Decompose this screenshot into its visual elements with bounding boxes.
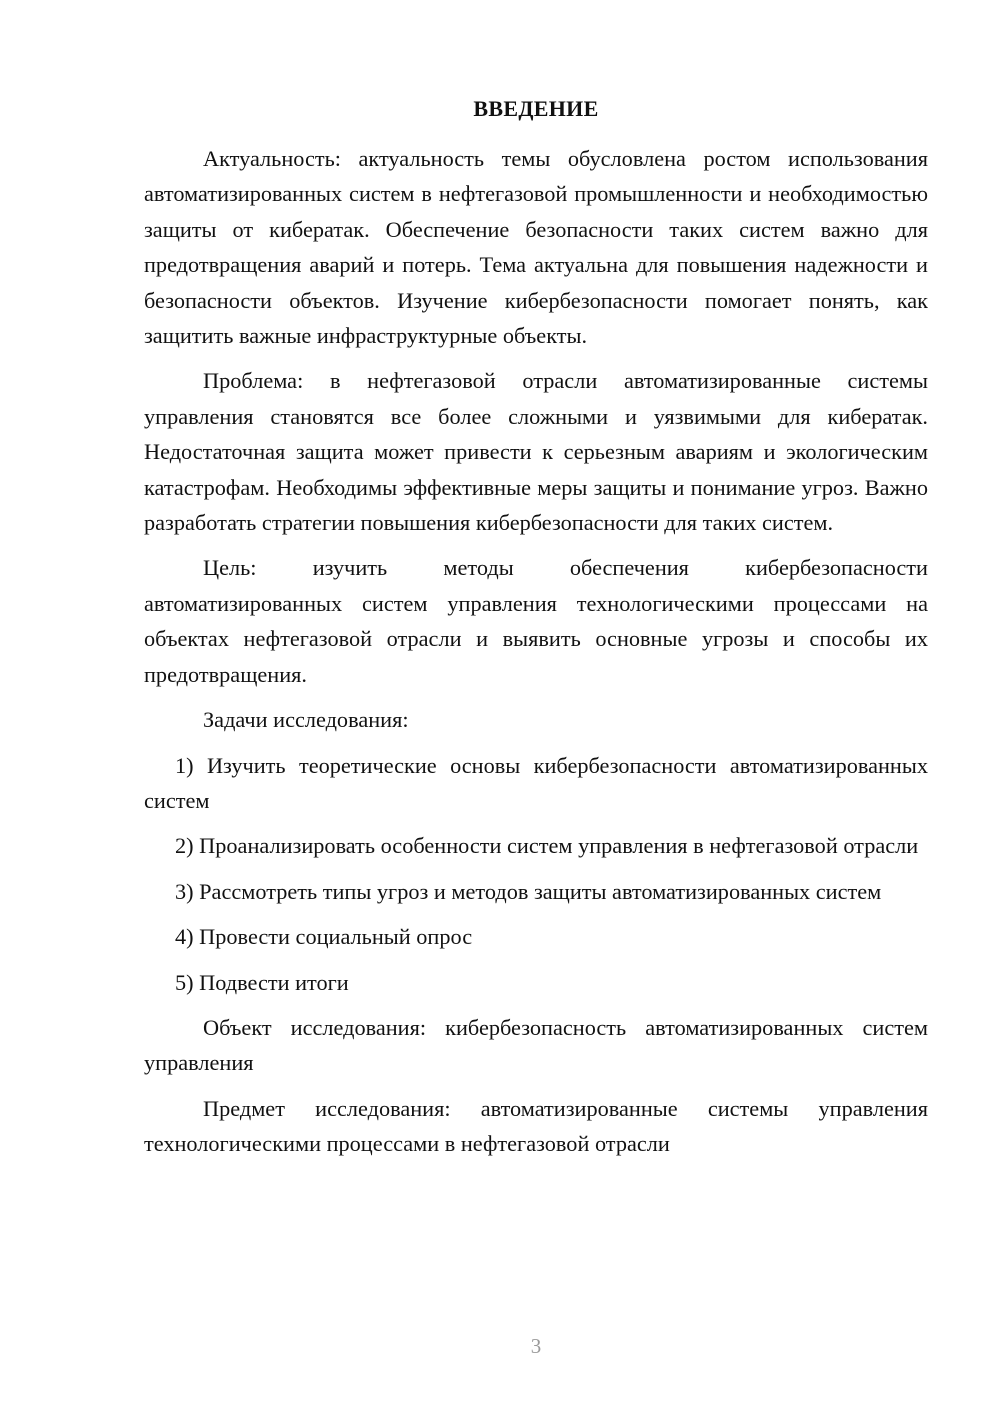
relevance-paragraph: Актуальность: актуальность темы обусловлена ростом использования автоматизированных систем в нефтегазовой промышленности и необходимостью защиты от кибератак. Обеспечение безопасности таких систем важно для предотвращения аварий и потерь. Тема актуальна для повышения надежности и безопасности объектов. Изучение кибербезопасности помогает понять, как защитить важные инфраструктурные объекты. — [144, 146, 928, 349]
tasks-heading: Задачи исследования: — [203, 707, 409, 733]
goal-paragraph: Цель: изучить методы обеспечения кибербезопасности автоматизированных систем управления технологическими процессами на объектах нефтегазовой отрасли и выявить основные угрозы и способы их предотвращения. — [144, 555, 928, 687]
research-object-paragraph: Объект исследования: кибербезопасность автоматизированных систем управления — [144, 1014, 928, 1076]
task-item: 4) Провести социальный опрос — [175, 924, 473, 950]
task-item: 5) Подвести итоги — [175, 969, 349, 995]
section-heading: ВВЕДЕНИЕ — [473, 96, 599, 121]
research-subject-paragraph: Предмет исследования: автоматизированные системы управления технологическими процессами в нефтегазовой отрасли — [144, 1095, 928, 1157]
task-item: 1) Изучить теоретические основы кибербезопасности автоматизированных систем — [144, 752, 928, 813]
problem-paragraph: Проблема: в нефтегазовой отрасли автоматизированные системы управления становятся все более сложными и уязвимыми для кибератак. Недостаточная защита может привести к серьезным авариям и экологическим катастрофам. Необходимы эффективные меры защиты и понимание угроз. Важно разработать стратегии повышения кибербезопасности для таких систем. — [144, 368, 928, 536]
task-item: 3) Рассмотреть типы угроз и методов защиты автоматизированных систем — [175, 878, 882, 904]
task-item: 2) Проанализировать особенности систем управления в нефтегазовой отрасли — [175, 833, 919, 859]
page-number: 3 — [530, 1334, 542, 1358]
document-body — [144, 141, 928, 1172]
